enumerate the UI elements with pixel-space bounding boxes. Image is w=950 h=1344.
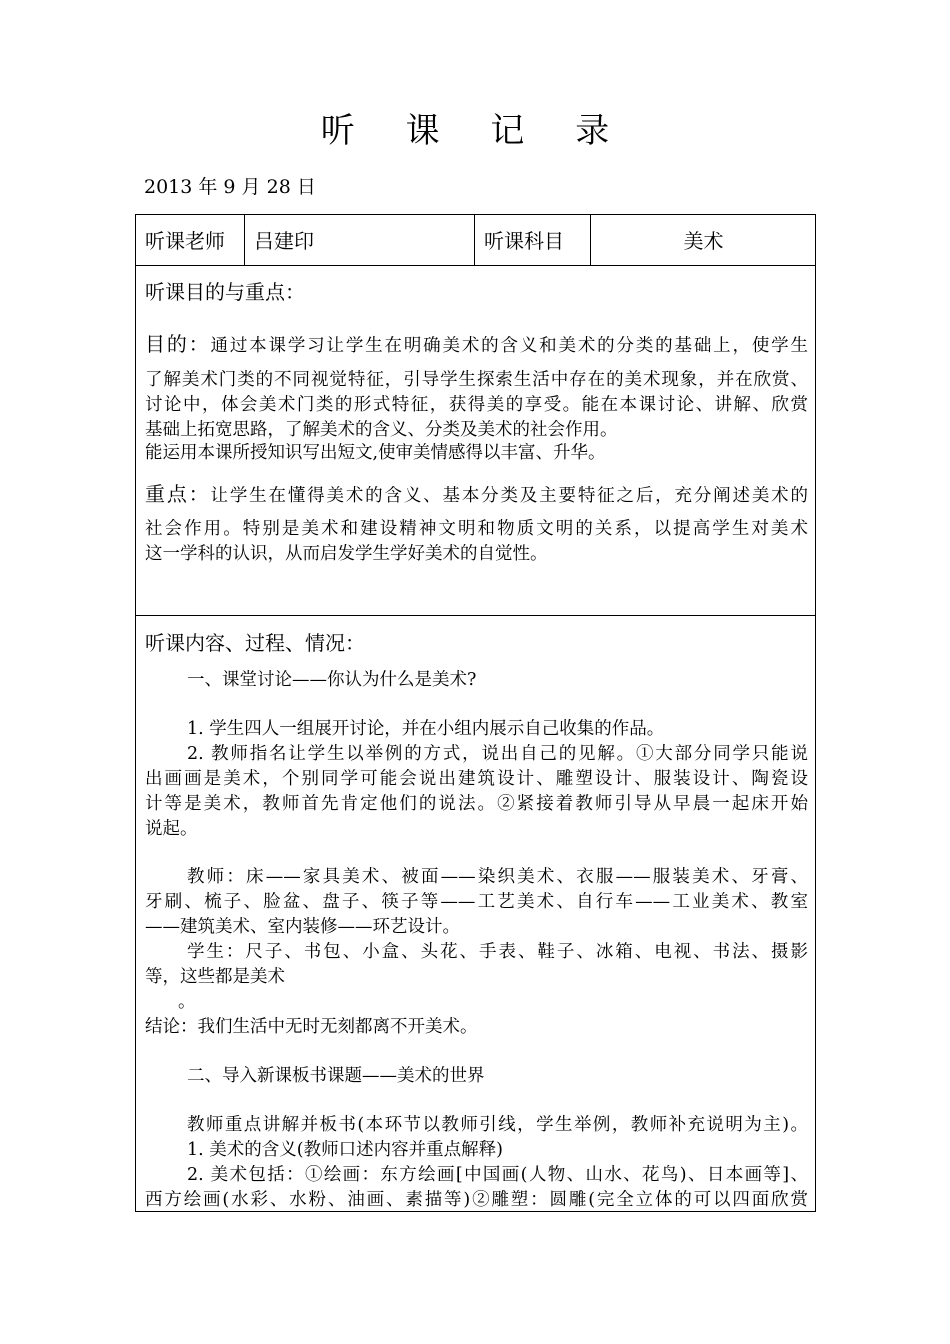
- content-line: 2. 美术包括：①绘画：东方绘画[中国画(人物、山水、花鸟)、日本画等]、: [187, 1165, 808, 1185]
- content-line: 教师重点讲解并板书(本环节以教师引线，学生举例，教师补充说明为主)。: [187, 1115, 808, 1135]
- page-title: 听 课 记 录: [320, 111, 630, 151]
- key-line: 这一学科的认识，从而启发学生学好美术的自觉性。: [145, 544, 548, 564]
- goal-label: 目的：: [145, 332, 211, 356]
- content-line: 等，这些都是美术: [145, 967, 285, 987]
- subject-label: 听课科目: [484, 229, 564, 253]
- content-line: 结论：我们生活中无时无刻都离不开美术。: [145, 1017, 478, 1037]
- content-line: 计等是美术，教师首先肯定他们的说法。②紧接着教师引导从早晨一起床开始: [145, 794, 808, 814]
- content-line: ——建筑美术、室内装修——环艺设计。: [145, 917, 460, 937]
- content-line: 。: [178, 992, 196, 1012]
- key-line: 社会作用。特别是美术和建设精神文明和物质文明的关系，以提高学生对美术: [145, 519, 808, 539]
- content-line: 出画画是美术，个别同学可能会说出建筑设计、雕塑设计、服装设计、陶瓷设: [145, 769, 808, 789]
- column-divider: [474, 215, 475, 265]
- column-divider: [244, 215, 245, 265]
- goal-line: 讨论中，体会美术门类的形式特征，获得美的享受。能在本课讨论、讲解、欣赏: [145, 395, 808, 415]
- content-line: 2. 教师指名让学生以举例的方式，说出自己的见解。①大部分同学只能说: [187, 744, 808, 764]
- content-line: 牙刷、梳子、脸盆、盘子、筷子等——工艺美术、自行车——工业美术、教室: [145, 892, 808, 912]
- content-line: 西方绘画(水彩、水粉、油画、素描等)②雕塑：圆雕(完全立体的可以四面欣赏: [145, 1190, 808, 1210]
- content-heading: 听课内容、过程、情况：: [145, 631, 365, 655]
- teacher-label: 听课老师: [145, 229, 225, 253]
- record-table: [135, 214, 816, 1212]
- key-label: 重点：: [145, 482, 211, 506]
- goal-line: 了解美术门类的不同视觉特征，引导学生探索生活中存在的美术现象，并在欣赏、: [145, 370, 808, 390]
- subject-value: 美术: [683, 229, 724, 253]
- record-date: 2013 年 9 月 28 日: [144, 176, 316, 198]
- content-line: 1. 学生四人一组展开讨论，并在小组内展示自己收集的作品。: [187, 719, 665, 739]
- content-line: 学生：尺子、书包、小盒、头花、手表、鞋子、冰箱、电视、书法、摄影: [187, 942, 808, 962]
- content-line: 二、导入新课板书课题——美术的世界: [187, 1066, 485, 1086]
- row-divider: [136, 615, 815, 616]
- content-line: 一、课堂讨论——你认为什么是美术?: [187, 670, 477, 690]
- goal-line: 基础上拓宽思路，了解美术的含义、分类及美术的社会作用。: [145, 420, 618, 440]
- content-line: 1. 美术的含义(教师口述内容并重点解释): [187, 1140, 503, 1160]
- teacher-value: 吕建印: [254, 229, 314, 253]
- goal-line: 目的：通过本课学习让学生在明确美术的含义和美术的分类的基础上，使学生: [145, 332, 808, 356]
- goal-line: 能运用本课所授知识写出短文,使审美情感得以丰富、升华。: [145, 443, 606, 463]
- row-divider: [136, 265, 815, 266]
- content-line: 说起。: [145, 819, 198, 839]
- content-line: 教师：床——家具美术、被面——染织美术、衣服——服装美术、牙膏、: [187, 867, 808, 887]
- purpose-heading: 听课目的与重点：: [145, 280, 305, 304]
- key-line: 重点：让学生在懂得美术的含义、基本分类及主要特征之后，充分阐述美术的: [145, 482, 808, 506]
